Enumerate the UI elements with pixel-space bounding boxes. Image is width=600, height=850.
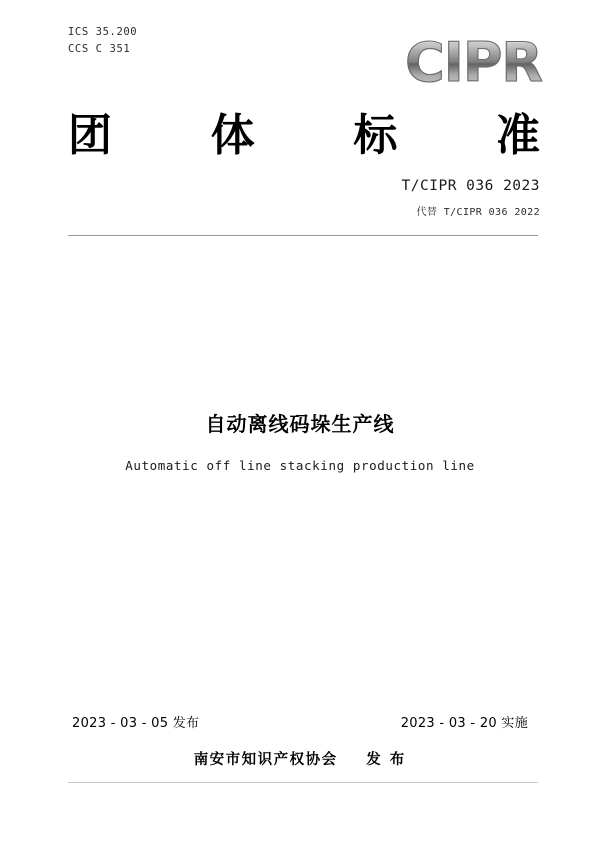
publish-label: 发 布	[366, 752, 407, 768]
ics-code: ICS 35.200	[68, 26, 138, 38]
footer-issuer	[0, 748, 600, 769]
footer-dates	[72, 712, 528, 731]
page-title-char-4: 准	[495, 110, 540, 161]
effective-date: 2023 - 03 - 20 实施	[400, 716, 528, 731]
standard-number: T/CIPR 036 2023	[401, 178, 540, 194]
footer-divider	[68, 782, 538, 783]
page-title-char-1: 团	[68, 110, 112, 161]
page-title-char-2: 体	[210, 110, 255, 161]
page-title-char-3: 标	[353, 110, 398, 161]
header-divider	[68, 235, 538, 236]
document-title-cn: 自动离线码垛生产线	[205, 412, 395, 436]
issuer-name: 南安市知识产权协会	[193, 752, 338, 768]
cipr-logo: CIPR	[405, 31, 542, 94]
meta-codes	[68, 24, 137, 58]
document-title-en: Automatic off line stacking production line	[125, 458, 475, 473]
ccs-code: CCS C 351	[68, 43, 131, 55]
issue-date: 2023 - 03 - 05 发布	[72, 716, 200, 731]
standard-replaces: 代替 T/CIPR 036 2022	[416, 207, 540, 218]
page-title	[68, 110, 540, 162]
